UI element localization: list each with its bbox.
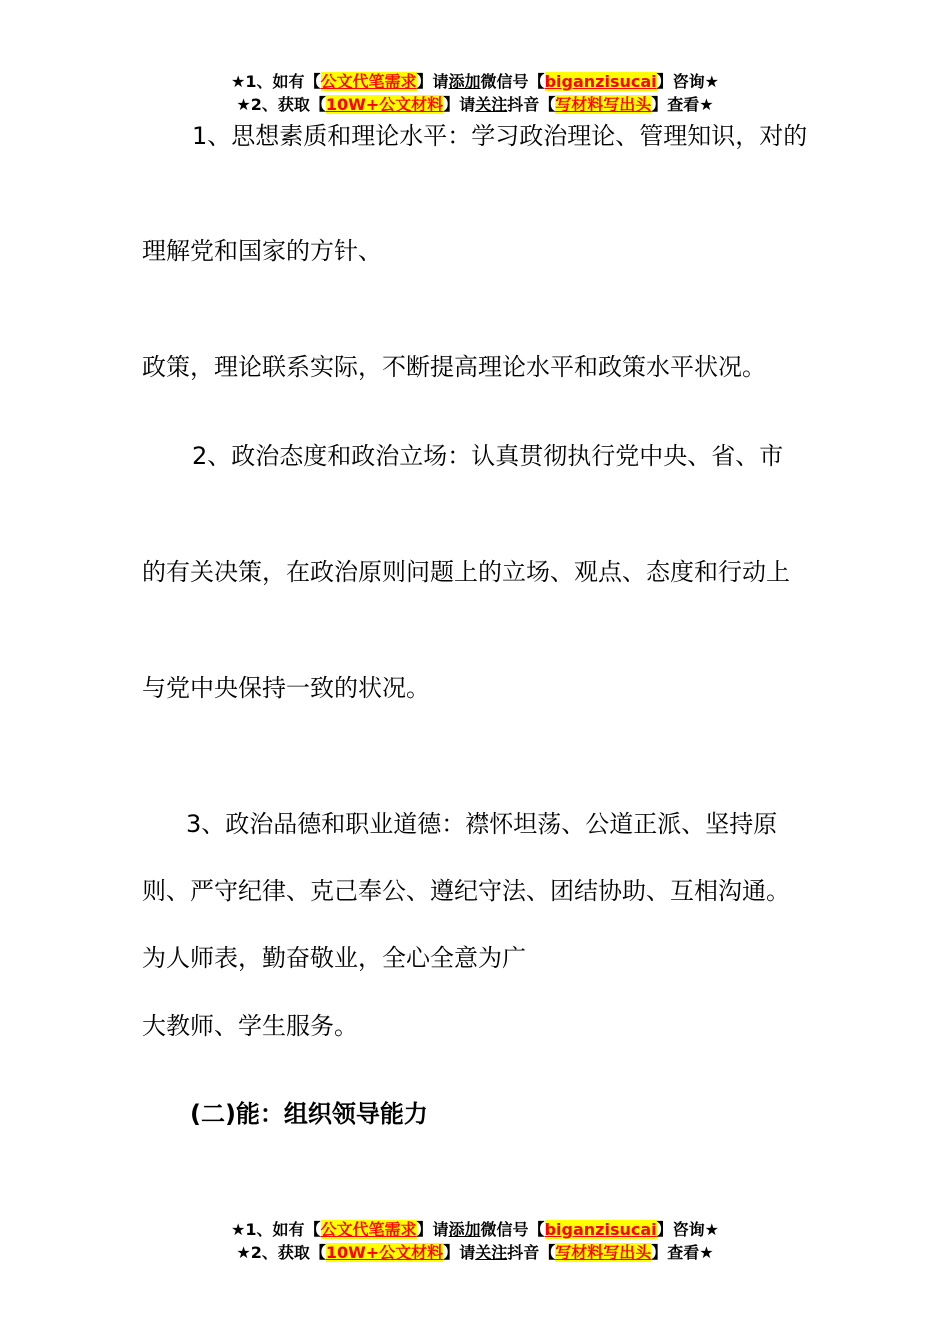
body-line: 则、严守纪律、克己奉公、遵纪守法、团结协助、互相沟通。 xyxy=(142,877,790,905)
body-line: 为人师表，勤奋敬业，全心全意为广 xyxy=(142,944,526,972)
body-line: 3、政治品德和职业道德：襟怀坦荡、公道正派、坚持原 xyxy=(186,810,778,838)
banner-highlight: biganzisucai xyxy=(544,72,657,91)
banner-highlight: 10W+公文材料 xyxy=(325,1243,444,1262)
banner-text: 】查看★ xyxy=(651,95,714,114)
banner-highlight: 10W+公文材料 xyxy=(325,95,444,114)
body-line: 理解党和国家的方针、 xyxy=(142,237,382,265)
banner-text: 】请 xyxy=(416,1220,449,1239)
banner-text: 微信号【 xyxy=(480,1220,545,1239)
banner-text: 】查看★ xyxy=(651,1243,714,1262)
header-banner-line-2 xyxy=(0,93,950,116)
banner-text: ★1、如有【 xyxy=(231,1220,321,1239)
banner-highlight: 公文代笔需求 xyxy=(320,72,417,91)
body-line: 2、政治态度和政治立场：认真贯彻执行党中央、省、市 xyxy=(192,442,784,470)
body-line: 大教师、学生服务。 xyxy=(142,1012,358,1040)
banner-highlight: 公文代笔需求 xyxy=(320,1220,417,1239)
banner-text: 】请 xyxy=(443,95,476,114)
banner-text: ★1、如有【 xyxy=(231,72,321,91)
body-line: 政策，理论联系实际，不断提高理论水平和政策水平状况。 xyxy=(142,353,766,381)
header-banner xyxy=(0,70,950,116)
banner-text: 抖音【 xyxy=(507,1243,556,1262)
footer-banner-line-2 xyxy=(0,1241,950,1264)
banner-text: 】请 xyxy=(416,72,449,91)
banner-text: ★2、获取【 xyxy=(236,1243,326,1262)
banner-text: 抖音【 xyxy=(507,95,556,114)
banner-highlight: biganzisucai xyxy=(544,1220,657,1239)
banner-highlight: 写材料写出头 xyxy=(555,1243,652,1262)
banner-text: 微信号【 xyxy=(480,72,545,91)
body-line: 1、思想素质和理论水平：学习政治理论、管理知识，对的 xyxy=(192,122,808,150)
banner-underlined: 添加 xyxy=(448,72,481,91)
footer-banner-line-1 xyxy=(0,1218,950,1241)
banner-text: 】请 xyxy=(443,1243,476,1262)
banner-underlined: 关注 xyxy=(475,1243,508,1262)
banner-underlined: 添加 xyxy=(448,1220,481,1239)
footer-banner xyxy=(0,1218,950,1264)
banner-text: ★2、获取【 xyxy=(236,95,326,114)
banner-underlined: 关注 xyxy=(475,95,508,114)
header-banner-line-1 xyxy=(0,70,950,93)
body-line: 与党中央保持一致的状况。 xyxy=(142,674,430,702)
body-line: 的有关决策，在政治原则问题上的立场、观点、态度和行动上 xyxy=(142,558,790,586)
banner-highlight: 写材料写出头 xyxy=(555,95,652,114)
section-heading: (二)能：组织领导能力 xyxy=(190,1100,428,1128)
banner-text: 】咨询★ xyxy=(656,1220,719,1239)
banner-text: 】咨询★ xyxy=(656,72,719,91)
